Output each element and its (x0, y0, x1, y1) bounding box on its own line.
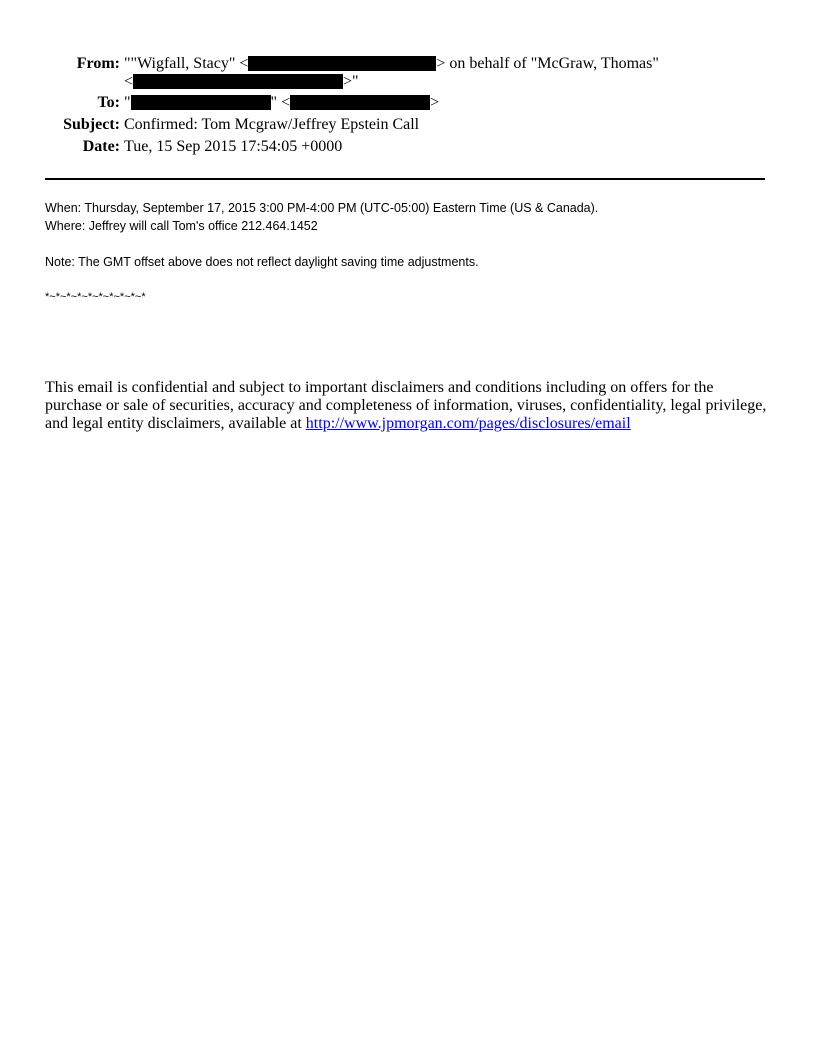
redaction-block (248, 56, 436, 71)
from-on-behalf: > on behalf of "McGraw, Thomas" (436, 55, 659, 72)
from-value (124, 55, 659, 73)
to-value (124, 94, 439, 112)
redaction-block (133, 74, 343, 89)
to-close: > (430, 94, 440, 111)
disclosures-link[interactable]: http://www.jpmorgan.com/pages/disclosures/email (305, 415, 631, 432)
when-line: When: Thursday, September 17, 2015 3:00 PM-4:00 PM (UTC-05:00) Eastern Time (US & Canada). (45, 201, 599, 215)
subject-row (0, 116, 816, 134)
redaction-block (131, 95, 271, 110)
note-line: Note: The GMT offset above does not reflect daylight saving time adjustments. (45, 255, 479, 269)
from-sender-name: ""Wigfall, Stacy" < (124, 55, 249, 72)
subject-value: Confirmed: Tom Mcgraw/Jeffrey Epstein Call (124, 116, 420, 133)
header-divider (45, 178, 765, 180)
disclaimer-text: This email is confidential and subject to important disclaimers and conditions including on offers for the purchase or sale of securities, accuracy and completeness of information, viruses, confidentiality, legal privilege, and legal entity disclaimers, available at (45, 379, 767, 432)
date-value: Tue, 15 Sep 2015 17:54:05 +0000 (124, 138, 343, 155)
from-value-line2 (124, 73, 359, 91)
from-line2-close: >" (343, 73, 359, 90)
where-line: Where: Jeffrey will call Tom's office 212.464.1452 (45, 219, 318, 233)
to-row (0, 94, 816, 112)
from-line2-open: < (124, 73, 134, 90)
to-label: To: (97, 94, 120, 111)
redaction-block (290, 95, 430, 110)
from-label: From: (76, 55, 120, 72)
to-mid: " < (270, 94, 291, 111)
date-label: Date: (82, 138, 120, 155)
subject-label: Subject: (63, 116, 120, 133)
to-open-quote: " (124, 94, 131, 111)
date-row (0, 138, 816, 156)
disclaimer (45, 379, 773, 433)
from-row (0, 55, 816, 95)
separator-line: *~*~*~*~*~*~*~*~*~* (45, 291, 146, 303)
